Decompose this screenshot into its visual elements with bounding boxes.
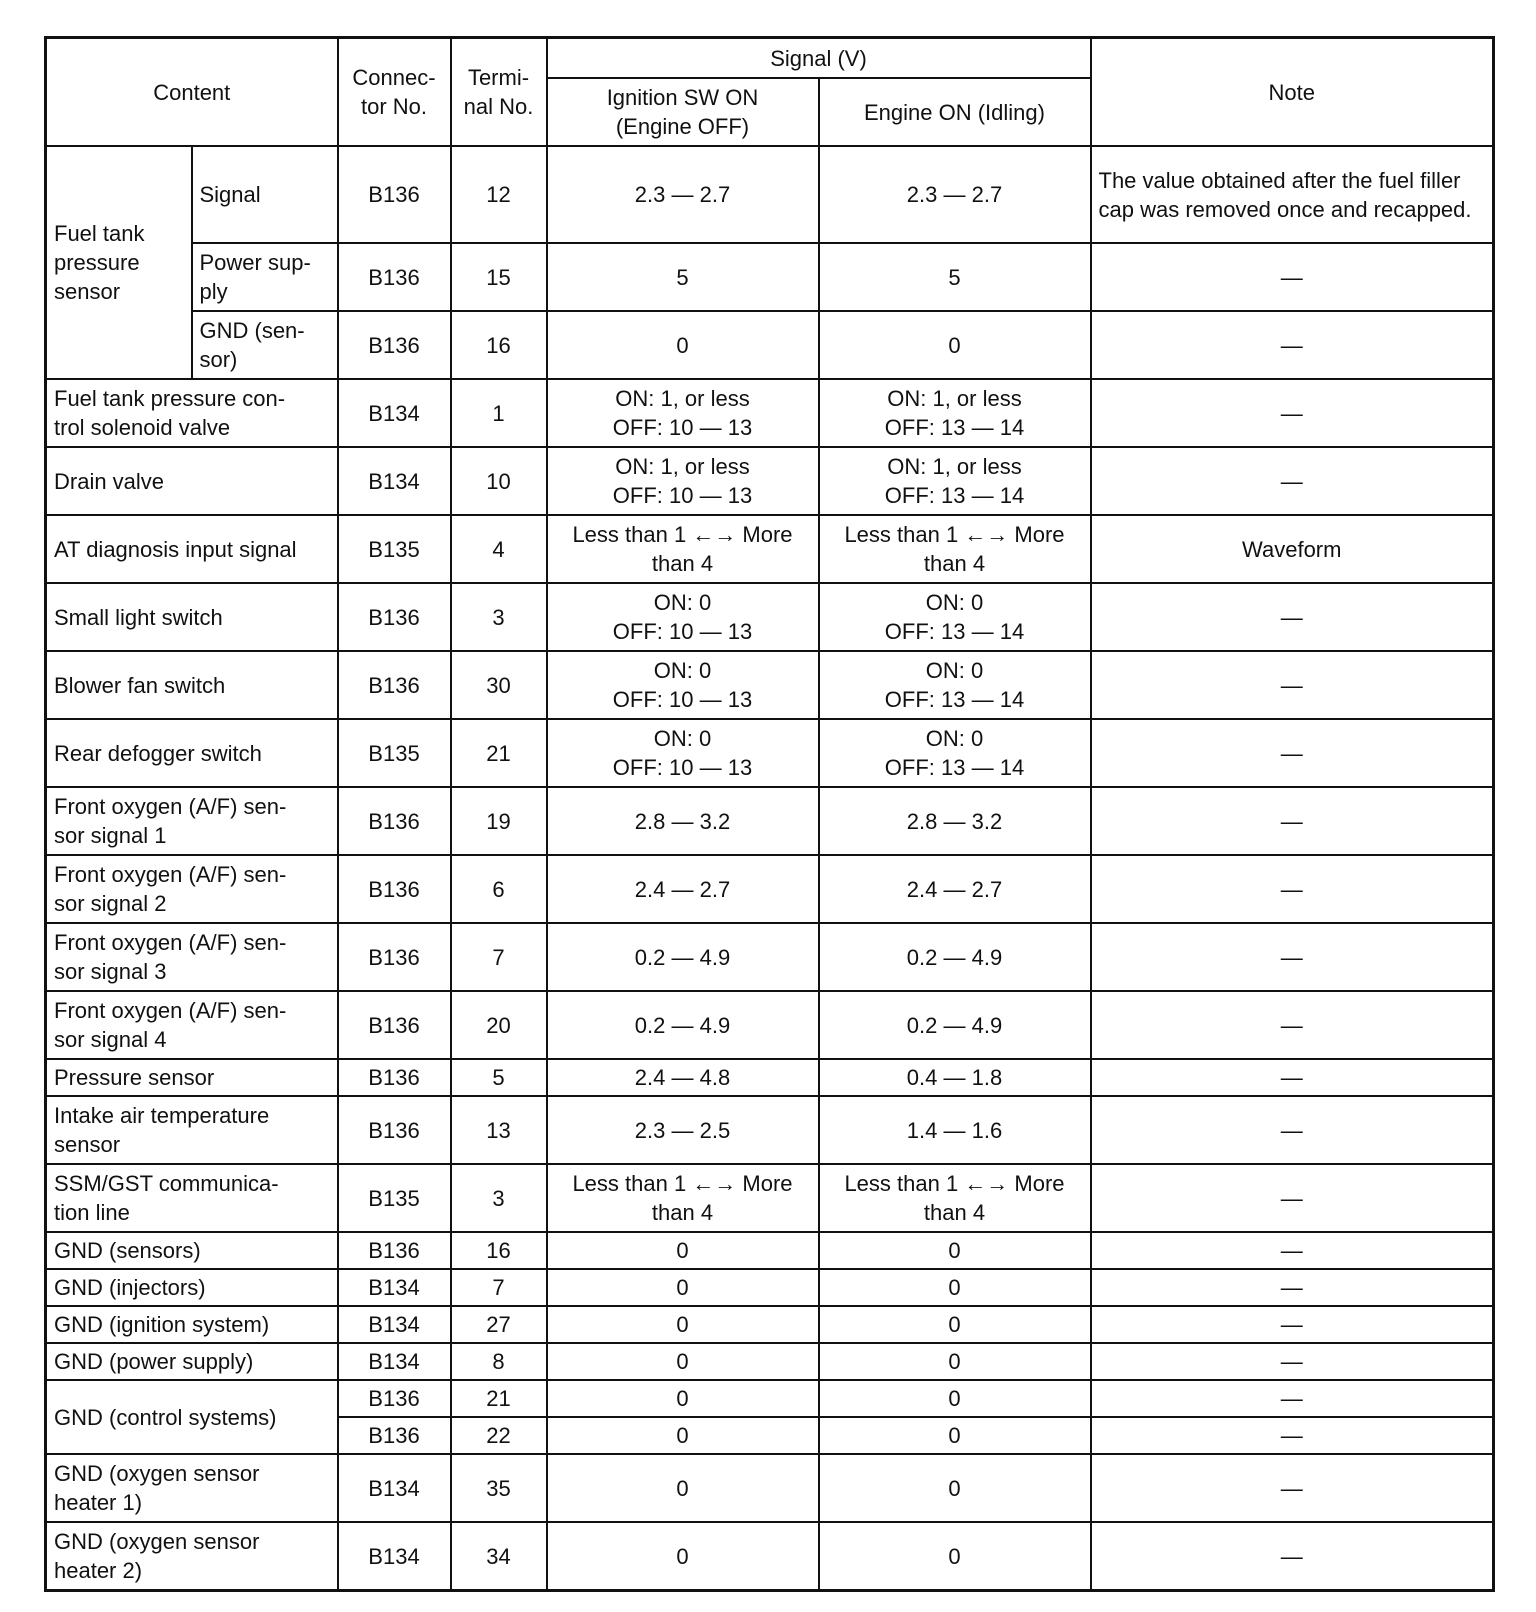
connector-no-cell: B136 — [338, 1380, 451, 1417]
note-cell: — — [1091, 1096, 1494, 1164]
engine-on-value-cell: 0.2 — 4.9 — [819, 923, 1091, 991]
connector-no-cell: B134 — [338, 379, 451, 447]
connector-no-cell: B135 — [338, 515, 451, 583]
note-cell: — — [1091, 991, 1494, 1059]
terminal-no-cell: 5 — [451, 1059, 547, 1096]
ignition-on-value-cell: 0 — [547, 1417, 819, 1454]
connector-no-cell: B136 — [338, 583, 451, 651]
ignition-on-value-cell: ON: 0 OFF: 10 — 13 — [547, 583, 819, 651]
sub-content-cell: Signal — [192, 146, 338, 243]
table-row — [46, 855, 1494, 923]
content-cell: Blower fan switch — [46, 651, 338, 719]
content-cell: SSM/GST communica- tion line — [46, 1164, 338, 1232]
ignition-on-value-cell: 0 — [547, 1269, 819, 1306]
terminal-no-cell: 22 — [451, 1417, 547, 1454]
ignition-on-value-cell: 0.2 — 4.9 — [547, 923, 819, 991]
connector-no-cell: B136 — [338, 146, 451, 243]
ignition-on-value-cell: 2.4 — 2.7 — [547, 855, 819, 923]
terminal-no-cell: 34 — [451, 1522, 547, 1591]
header-ignition-sw-on: Ignition SW ON (Engine OFF) — [547, 78, 819, 146]
content-cell: AT diagnosis input signal — [46, 515, 338, 583]
engine-on-value-cell: 0 — [819, 1269, 1091, 1306]
table-row — [46, 1380, 1494, 1417]
connector-no-cell: B136 — [338, 1059, 451, 1096]
connector-no-cell: B136 — [338, 991, 451, 1059]
table-row — [46, 379, 1494, 447]
ignition-on-value-cell: 0 — [547, 1232, 819, 1269]
content-cell: Rear defogger switch — [46, 719, 338, 787]
terminal-no-cell: 16 — [451, 311, 547, 379]
terminal-no-cell: 4 — [451, 515, 547, 583]
connector-no-cell: B136 — [338, 311, 451, 379]
note-cell: — — [1091, 651, 1494, 719]
ignition-on-value-cell: 2.3 — 2.5 — [547, 1096, 819, 1164]
table-body — [46, 146, 1494, 1591]
terminal-no-cell: 15 — [451, 243, 547, 311]
note-cell: — — [1091, 787, 1494, 855]
connector-no-cell: B134 — [338, 1343, 451, 1380]
engine-on-value-cell: ON: 0 OFF: 13 — 14 — [819, 719, 1091, 787]
engine-on-value-cell: ON: 1, or less OFF: 13 — 14 — [819, 379, 1091, 447]
table-row — [46, 787, 1494, 855]
note-cell: The value obtained after the fuel filler cap was removed once and recapped. — [1091, 146, 1494, 243]
note-cell: — — [1091, 1380, 1494, 1417]
table-row — [46, 1522, 1494, 1591]
table-row — [46, 146, 1494, 243]
note-cell: — — [1091, 855, 1494, 923]
note-cell: Waveform — [1091, 515, 1494, 583]
content-cell: GND (power supply) — [46, 1343, 338, 1380]
note-cell: — — [1091, 1343, 1494, 1380]
engine-on-value-cell: 0 — [819, 1454, 1091, 1522]
connector-no-cell: B136 — [338, 1096, 451, 1164]
ignition-on-value-cell: ON: 1, or less OFF: 10 — 13 — [547, 379, 819, 447]
table-row — [46, 1306, 1494, 1343]
terminal-no-cell: 3 — [451, 1164, 547, 1232]
note-cell: — — [1091, 447, 1494, 515]
ignition-on-value-cell: 5 — [547, 243, 819, 311]
engine-on-value-cell: 1.4 — 1.6 — [819, 1096, 1091, 1164]
terminal-no-cell: 16 — [451, 1232, 547, 1269]
engine-on-value-cell: Less than 1 ←→ More than 4 — [819, 515, 1091, 583]
content-cell: GND (oxygen sensor heater 1) — [46, 1454, 338, 1522]
table-row — [46, 311, 1494, 379]
note-cell: — — [1091, 1306, 1494, 1343]
ignition-on-value-cell: 0 — [547, 1343, 819, 1380]
connector-no-cell: B136 — [338, 1417, 451, 1454]
ignition-on-value-cell: 0.2 — 4.9 — [547, 991, 819, 1059]
ignition-on-value-cell: ON: 1, or less OFF: 10 — 13 — [547, 447, 819, 515]
content-cell: GND (ignition system) — [46, 1306, 338, 1343]
content-cell: Drain valve — [46, 447, 338, 515]
note-cell: — — [1091, 1522, 1494, 1591]
content-cell: Front oxygen (A/F) sen- sor signal 3 — [46, 923, 338, 991]
note-cell: — — [1091, 1269, 1494, 1306]
engine-on-value-cell: 0 — [819, 1522, 1091, 1591]
connector-no-cell: B134 — [338, 1306, 451, 1343]
connector-no-cell: B134 — [338, 447, 451, 515]
connector-no-cell: B134 — [338, 1522, 451, 1591]
content-cell: Front oxygen (A/F) sen- sor signal 4 — [46, 991, 338, 1059]
terminal-no-cell: 20 — [451, 991, 547, 1059]
note-cell: — — [1091, 243, 1494, 311]
terminal-no-cell: 7 — [451, 923, 547, 991]
table-row — [46, 1164, 1494, 1232]
note-cell: — — [1091, 583, 1494, 651]
engine-on-value-cell: ON: 0 OFF: 13 — 14 — [819, 583, 1091, 651]
table-row — [46, 719, 1494, 787]
engine-on-value-cell: 0 — [819, 1306, 1091, 1343]
engine-on-value-cell: 2.3 — 2.7 — [819, 146, 1091, 243]
ignition-on-value-cell: ON: 0 OFF: 10 — 13 — [547, 719, 819, 787]
note-cell: — — [1091, 1164, 1494, 1232]
engine-on-value-cell: 2.4 — 2.7 — [819, 855, 1091, 923]
content-cell: Intake air temperature sensor — [46, 1096, 338, 1164]
table-row — [46, 923, 1494, 991]
group-label-cell: Fuel tank pressure sensor — [46, 146, 192, 379]
engine-on-value-cell: 2.8 — 3.2 — [819, 787, 1091, 855]
table-row — [46, 515, 1494, 583]
ignition-on-value-cell: 0 — [547, 1522, 819, 1591]
engine-on-value-cell: 0.2 — 4.9 — [819, 991, 1091, 1059]
content-cell: Small light switch — [46, 583, 338, 651]
terminal-no-cell: 1 — [451, 379, 547, 447]
connector-no-cell: B136 — [338, 855, 451, 923]
ignition-on-value-cell: 2.4 — 4.8 — [547, 1059, 819, 1096]
connector-no-cell: B136 — [338, 787, 451, 855]
engine-on-value-cell: 0 — [819, 1380, 1091, 1417]
engine-on-value-cell: 5 — [819, 243, 1091, 311]
table-row — [46, 1096, 1494, 1164]
note-cell: — — [1091, 719, 1494, 787]
terminal-no-cell: 6 — [451, 855, 547, 923]
terminal-no-cell: 21 — [451, 719, 547, 787]
content-cell: GND (injectors) — [46, 1269, 338, 1306]
content-cell: Pressure sensor — [46, 1059, 338, 1096]
engine-on-value-cell: Less than 1 ←→ More than 4 — [819, 1164, 1091, 1232]
terminal-no-cell: 7 — [451, 1269, 547, 1306]
engine-on-value-cell: 0 — [819, 1343, 1091, 1380]
content-cell: Front oxygen (A/F) sen- sor signal 2 — [46, 855, 338, 923]
ignition-on-value-cell: 2.8 — 3.2 — [547, 787, 819, 855]
note-cell: — — [1091, 311, 1494, 379]
connector-no-cell: B135 — [338, 719, 451, 787]
engine-on-value-cell: ON: 0 OFF: 13 — 14 — [819, 651, 1091, 719]
terminal-no-cell: 21 — [451, 1380, 547, 1417]
table-row — [46, 1232, 1494, 1269]
header-engine-on: Engine ON (Idling) — [819, 78, 1091, 146]
engine-on-value-cell: 0 — [819, 1232, 1091, 1269]
terminal-no-cell: 12 — [451, 146, 547, 243]
connector-no-cell: B136 — [338, 243, 451, 311]
note-cell: — — [1091, 923, 1494, 991]
ecm-io-signal-table-sheet — [44, 36, 1492, 1592]
ecm-io-signal-table — [44, 36, 1495, 1592]
ignition-on-value-cell: ON: 0 OFF: 10 — 13 — [547, 651, 819, 719]
table-row — [46, 991, 1494, 1059]
engine-on-value-cell: 0.4 — 1.8 — [819, 1059, 1091, 1096]
sub-content-cell: Power sup- ply — [192, 243, 338, 311]
note-cell: — — [1091, 1417, 1494, 1454]
header-signal-v: Signal (V) — [547, 38, 1091, 79]
terminal-no-cell: 19 — [451, 787, 547, 855]
header-note: Note — [1091, 38, 1494, 147]
engine-on-value-cell: ON: 1, or less OFF: 13 — 14 — [819, 447, 1091, 515]
table-row — [46, 1454, 1494, 1522]
header-content: Content — [46, 38, 338, 147]
terminal-no-cell: 10 — [451, 447, 547, 515]
table-row — [46, 583, 1494, 651]
connector-no-cell: B136 — [338, 651, 451, 719]
content-cell: Fuel tank pressure con- trol solenoid valve — [46, 379, 338, 447]
header-connector-no: Connec- tor No. — [338, 38, 451, 147]
table-row — [46, 1343, 1494, 1380]
terminal-no-cell: 13 — [451, 1096, 547, 1164]
content-cell: GND (control systems) — [46, 1380, 338, 1454]
sub-content-cell: GND (sen- sor) — [192, 311, 338, 379]
note-cell: — — [1091, 1232, 1494, 1269]
table-row — [46, 1269, 1494, 1306]
engine-on-value-cell: 0 — [819, 311, 1091, 379]
table-row — [46, 651, 1494, 719]
ignition-on-value-cell: 0 — [547, 311, 819, 379]
content-cell: Front oxygen (A/F) sen- sor signal 1 — [46, 787, 338, 855]
table-row — [46, 1059, 1494, 1096]
terminal-no-cell: 30 — [451, 651, 547, 719]
note-cell: — — [1091, 1454, 1494, 1522]
terminal-no-cell: 35 — [451, 1454, 547, 1522]
ignition-on-value-cell: 2.3 — 2.7 — [547, 146, 819, 243]
ignition-on-value-cell: 0 — [547, 1380, 819, 1417]
content-cell: GND (oxygen sensor heater 2) — [46, 1522, 338, 1591]
ignition-on-value-cell: Less than 1 ←→ More than 4 — [547, 515, 819, 583]
note-cell: — — [1091, 1059, 1494, 1096]
table-row — [46, 243, 1494, 311]
terminal-no-cell: 8 — [451, 1343, 547, 1380]
ignition-on-value-cell: Less than 1 ←→ More than 4 — [547, 1164, 819, 1232]
table-header — [46, 38, 1494, 147]
terminal-no-cell: 27 — [451, 1306, 547, 1343]
engine-on-value-cell: 0 — [819, 1417, 1091, 1454]
connector-no-cell: B136 — [338, 1232, 451, 1269]
connector-no-cell: B134 — [338, 1454, 451, 1522]
connector-no-cell: B134 — [338, 1269, 451, 1306]
ignition-on-value-cell: 0 — [547, 1454, 819, 1522]
table-row — [46, 447, 1494, 515]
ignition-on-value-cell: 0 — [547, 1306, 819, 1343]
terminal-no-cell: 3 — [451, 583, 547, 651]
connector-no-cell: B136 — [338, 923, 451, 991]
header-terminal-no: Termi- nal No. — [451, 38, 547, 147]
content-cell: GND (sensors) — [46, 1232, 338, 1269]
note-cell: — — [1091, 379, 1494, 447]
connector-no-cell: B135 — [338, 1164, 451, 1232]
